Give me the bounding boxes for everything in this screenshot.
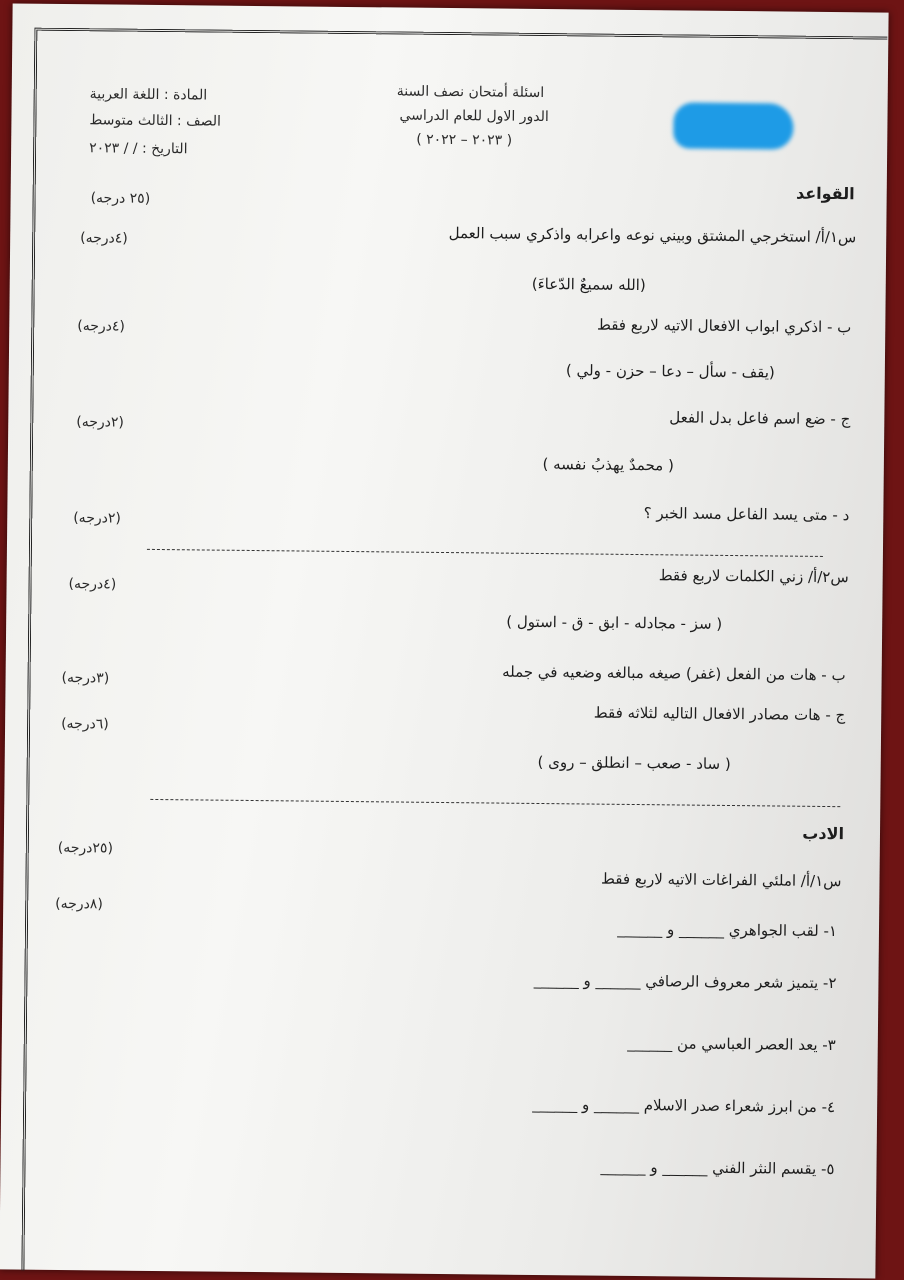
grammar-heading: القواعد [795, 183, 855, 204]
q2b-text: ب - هات من الفعل (غفر) صيغه مبالغه وضعيه في جمله [502, 662, 846, 685]
lit-item-3: ٣- يعد العصر العباسي من ______ [627, 1033, 836, 1055]
q2a-mark: (٤درجه) [68, 576, 117, 593]
q1a-text: س١/أ/ استخرجي المشتق وبيني نوعه واعرابه واذكري سبب العمل [448, 224, 857, 247]
lit-item-4: ٤- من ابرز شعراء صدر الاسلام ______ و ______ [532, 1094, 836, 1117]
literature-total-mark: (٢٥درجه) [57, 839, 114, 857]
q1b-mark: (٤درجه) [77, 318, 125, 335]
lit-item-2: ٢- يتميز شعر معروف الرصافي ______ و ______ [533, 970, 837, 993]
grammar-total-mark: (٢٥ درجه) [90, 190, 151, 207]
q1d-mark: (٢درجه) [73, 510, 121, 527]
q2a-text: س٢/أ/ زني الكلمات لاربع فقط [658, 566, 849, 587]
grade-label: الصف : الثالث متوسط [89, 112, 222, 130]
exam-title: اسئلة أمتحان نصف السنة [396, 83, 545, 102]
lit-item-1: ١- لقب الجواهري ______ و ______ [617, 919, 838, 941]
lit-item-5: ٥- يقسم النثر الفني ______ و ______ [600, 1157, 835, 1179]
q1d-text: د - متى يسد الفاعل مسد الخبر ؟ [643, 504, 850, 525]
q2b-mark: (٣درجه) [61, 669, 110, 687]
q1b-text: ب - اذكري ابواب الافعال الاتيه لاربع فقط [596, 315, 852, 337]
redacted-school-name [673, 102, 793, 149]
q1b-example: (يقف - سأل – دعا – حزن - ولي ) [565, 361, 775, 382]
q1a-mark: (٤درجه) [80, 230, 128, 247]
date-label: التاريخ : / / ٢٠٢٣ [89, 140, 188, 158]
q2c-text: ج - هات مصادر الافعال التاليه لثلاثه فقط [593, 703, 846, 725]
q1c-text: ج - ضع اسم فاعل بدل الفعل [669, 408, 851, 429]
q1a-example: (الله سميعٌ الدّعاءَ) [531, 274, 646, 295]
q2c-example: ( ساد - صعب – انطلق – روى ) [537, 752, 731, 774]
literature-heading: الادب [802, 823, 845, 844]
lit-q1-mark: (٨درجه) [55, 895, 103, 913]
q2a-example: ( سز - مجادله - ابق - ق - استول ) [506, 612, 723, 633]
q1c-mark: (٢درجه) [76, 414, 124, 431]
q1c-example: ( محمدٌ يهذبُ نفسه ) [542, 455, 674, 475]
lit-q1-text: س١/أ/ املئي الفراغات الاتيه لاربع فقط [601, 869, 842, 891]
exam-session: الدور الاول للعام الدراسي [399, 107, 549, 126]
q2c-mark: (٦درجه) [61, 715, 109, 733]
page-border [21, 28, 887, 1280]
subject-label: المادة : اللغة العربية [89, 86, 208, 104]
exam-paper [0, 3, 889, 1278]
exam-year: ( ٢٠٢٣ – ٢٠٢٢ ) [416, 131, 513, 149]
